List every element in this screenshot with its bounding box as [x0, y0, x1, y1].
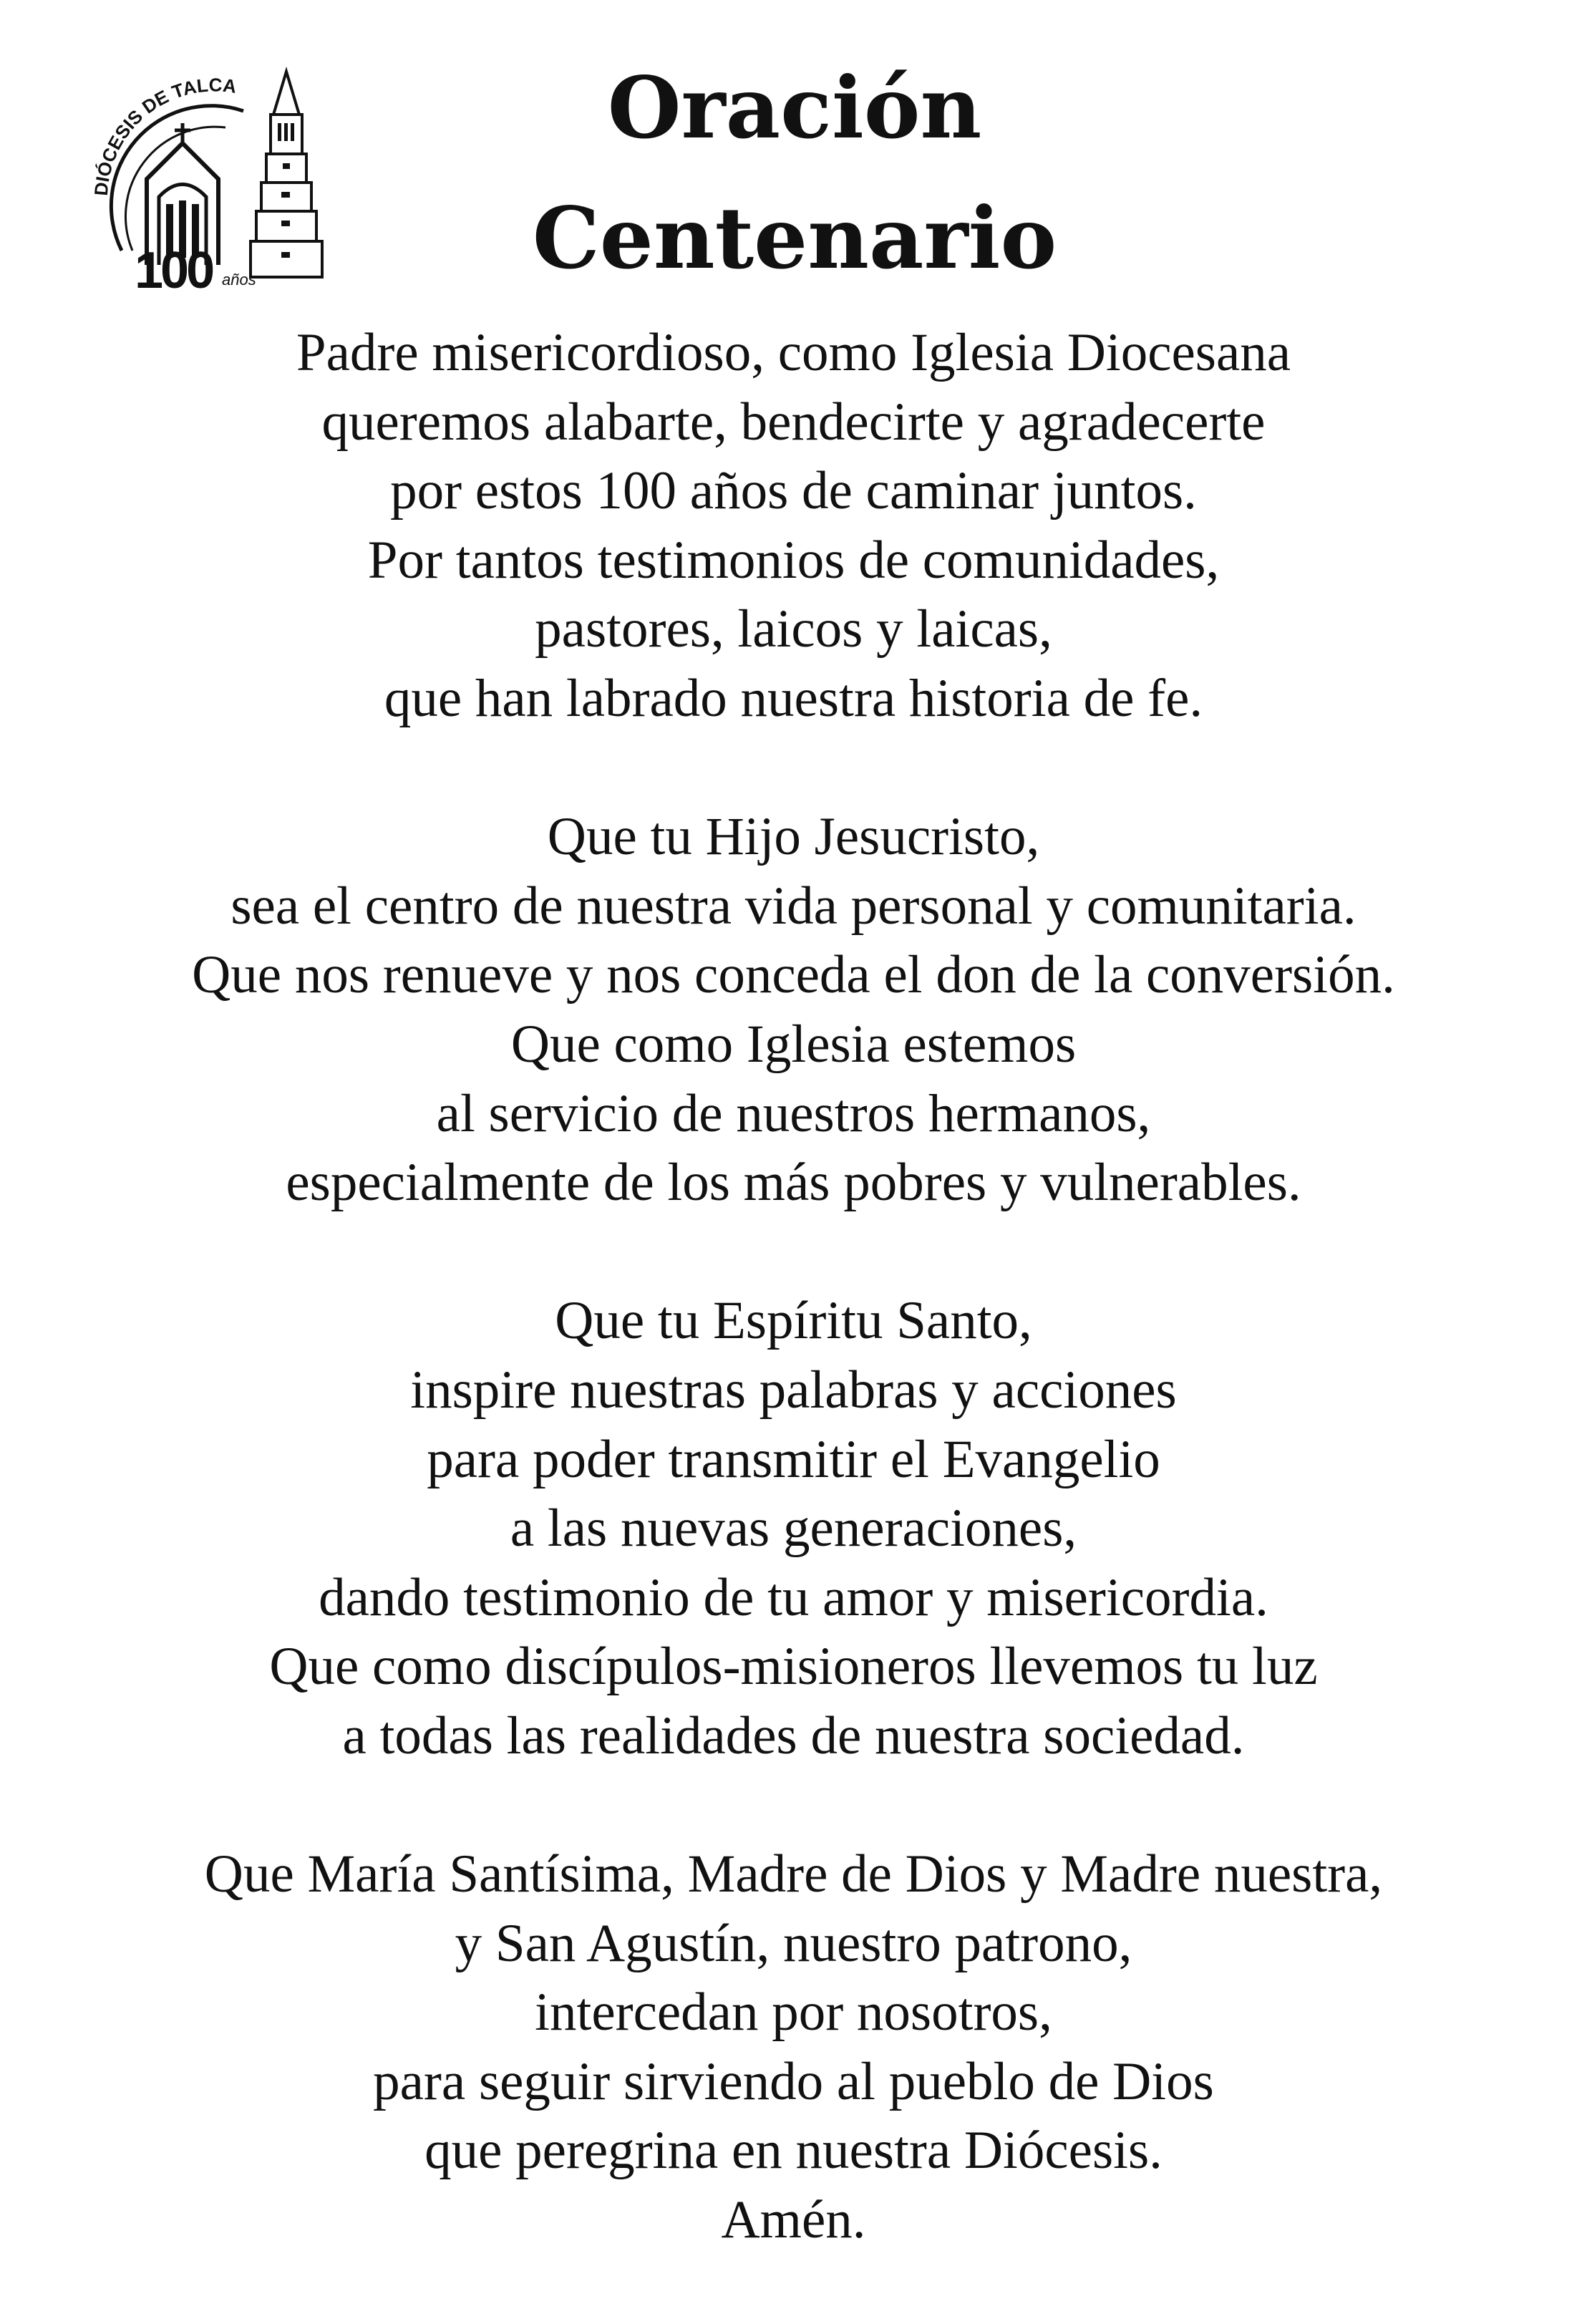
prayer-line: inspire nuestras palabras y acciones [410, 1360, 1177, 1420]
title-line: Oración [607, 58, 982, 158]
prayer-line: Padre misericordioso, como Iglesia Diocesana [296, 323, 1291, 382]
prayer-line: Que nos renueve y nos conceda el don de la conversión. [192, 945, 1395, 1005]
prayer-stanza [0, 1840, 1587, 2255]
prayer-line: que han labrado nuestra historia de fe. [384, 668, 1203, 728]
prayer-line: a todas las realidades de nuestra sociedad. [342, 1705, 1245, 1766]
prayer-line: dando testimonio de tu amor y misericordia. [319, 1567, 1268, 1627]
prayer-line: intercedan por nosotros, [535, 1982, 1052, 2043]
church-tower-icon [79, 57, 336, 301]
prayer-body [0, 319, 1587, 2324]
prayer-line: por estos 100 años de caminar juntos. [390, 461, 1197, 521]
prayer-stanza [0, 803, 1587, 1218]
prayer-line: a las nuevas generaciones, [510, 1499, 1077, 1559]
prayer-line: para poder transmitir el Evangelio [427, 1429, 1160, 1489]
prayer-line: sea el centro de nuestra vida personal y comunitaria. [230, 876, 1357, 936]
prayer-line: Que tu Espíritu Santo, [555, 1291, 1032, 1351]
prayer-line: Que María Santísima, Madre de Dios y Madre nuestra, [204, 1844, 1383, 1904]
prayer-line: queremos alabarte, bendecirte y agradecerte [321, 392, 1266, 452]
prayer-line: Que como Iglesia estemos [510, 1014, 1077, 1074]
prayer-stanza [0, 1287, 1587, 1771]
svg-text:DIÓCESIS DE TALCA: DIÓCESIS DE TALCA [89, 74, 238, 197]
prayer-line: para seguir sirviendo al pueblo de Dios [373, 2051, 1214, 2111]
prayer-line: Por tantos testimonios de comunidades, [367, 530, 1220, 590]
prayer-stanza [0, 319, 1587, 734]
page-title [401, 43, 1188, 304]
svg-text:años: años [222, 271, 256, 289]
prayer-line: especialmente de los más pobres y vulnerables. [286, 1153, 1301, 1213]
prayer-line: pastores, laicos y laicas, [535, 599, 1052, 659]
prayer-line: Amén. [721, 2190, 866, 2250]
prayer-line: y San Agustín, nuestro patrono, [455, 1913, 1132, 1973]
prayer-line: Que como discípulos-misioneros llevemos tu luz [269, 1637, 1318, 1697]
svg-text:100: 100 [135, 242, 213, 299]
prayer-line: Que tu Hijo Jesucristo, [547, 807, 1040, 867]
diocese-centenary-logo [79, 57, 336, 301]
prayer-line: que peregrina en nuestra Diócesis. [424, 2121, 1163, 2181]
prayer-line: al servicio de nuestros hermanos, [436, 1083, 1151, 1143]
title-line: Centenario [532, 188, 1057, 288]
